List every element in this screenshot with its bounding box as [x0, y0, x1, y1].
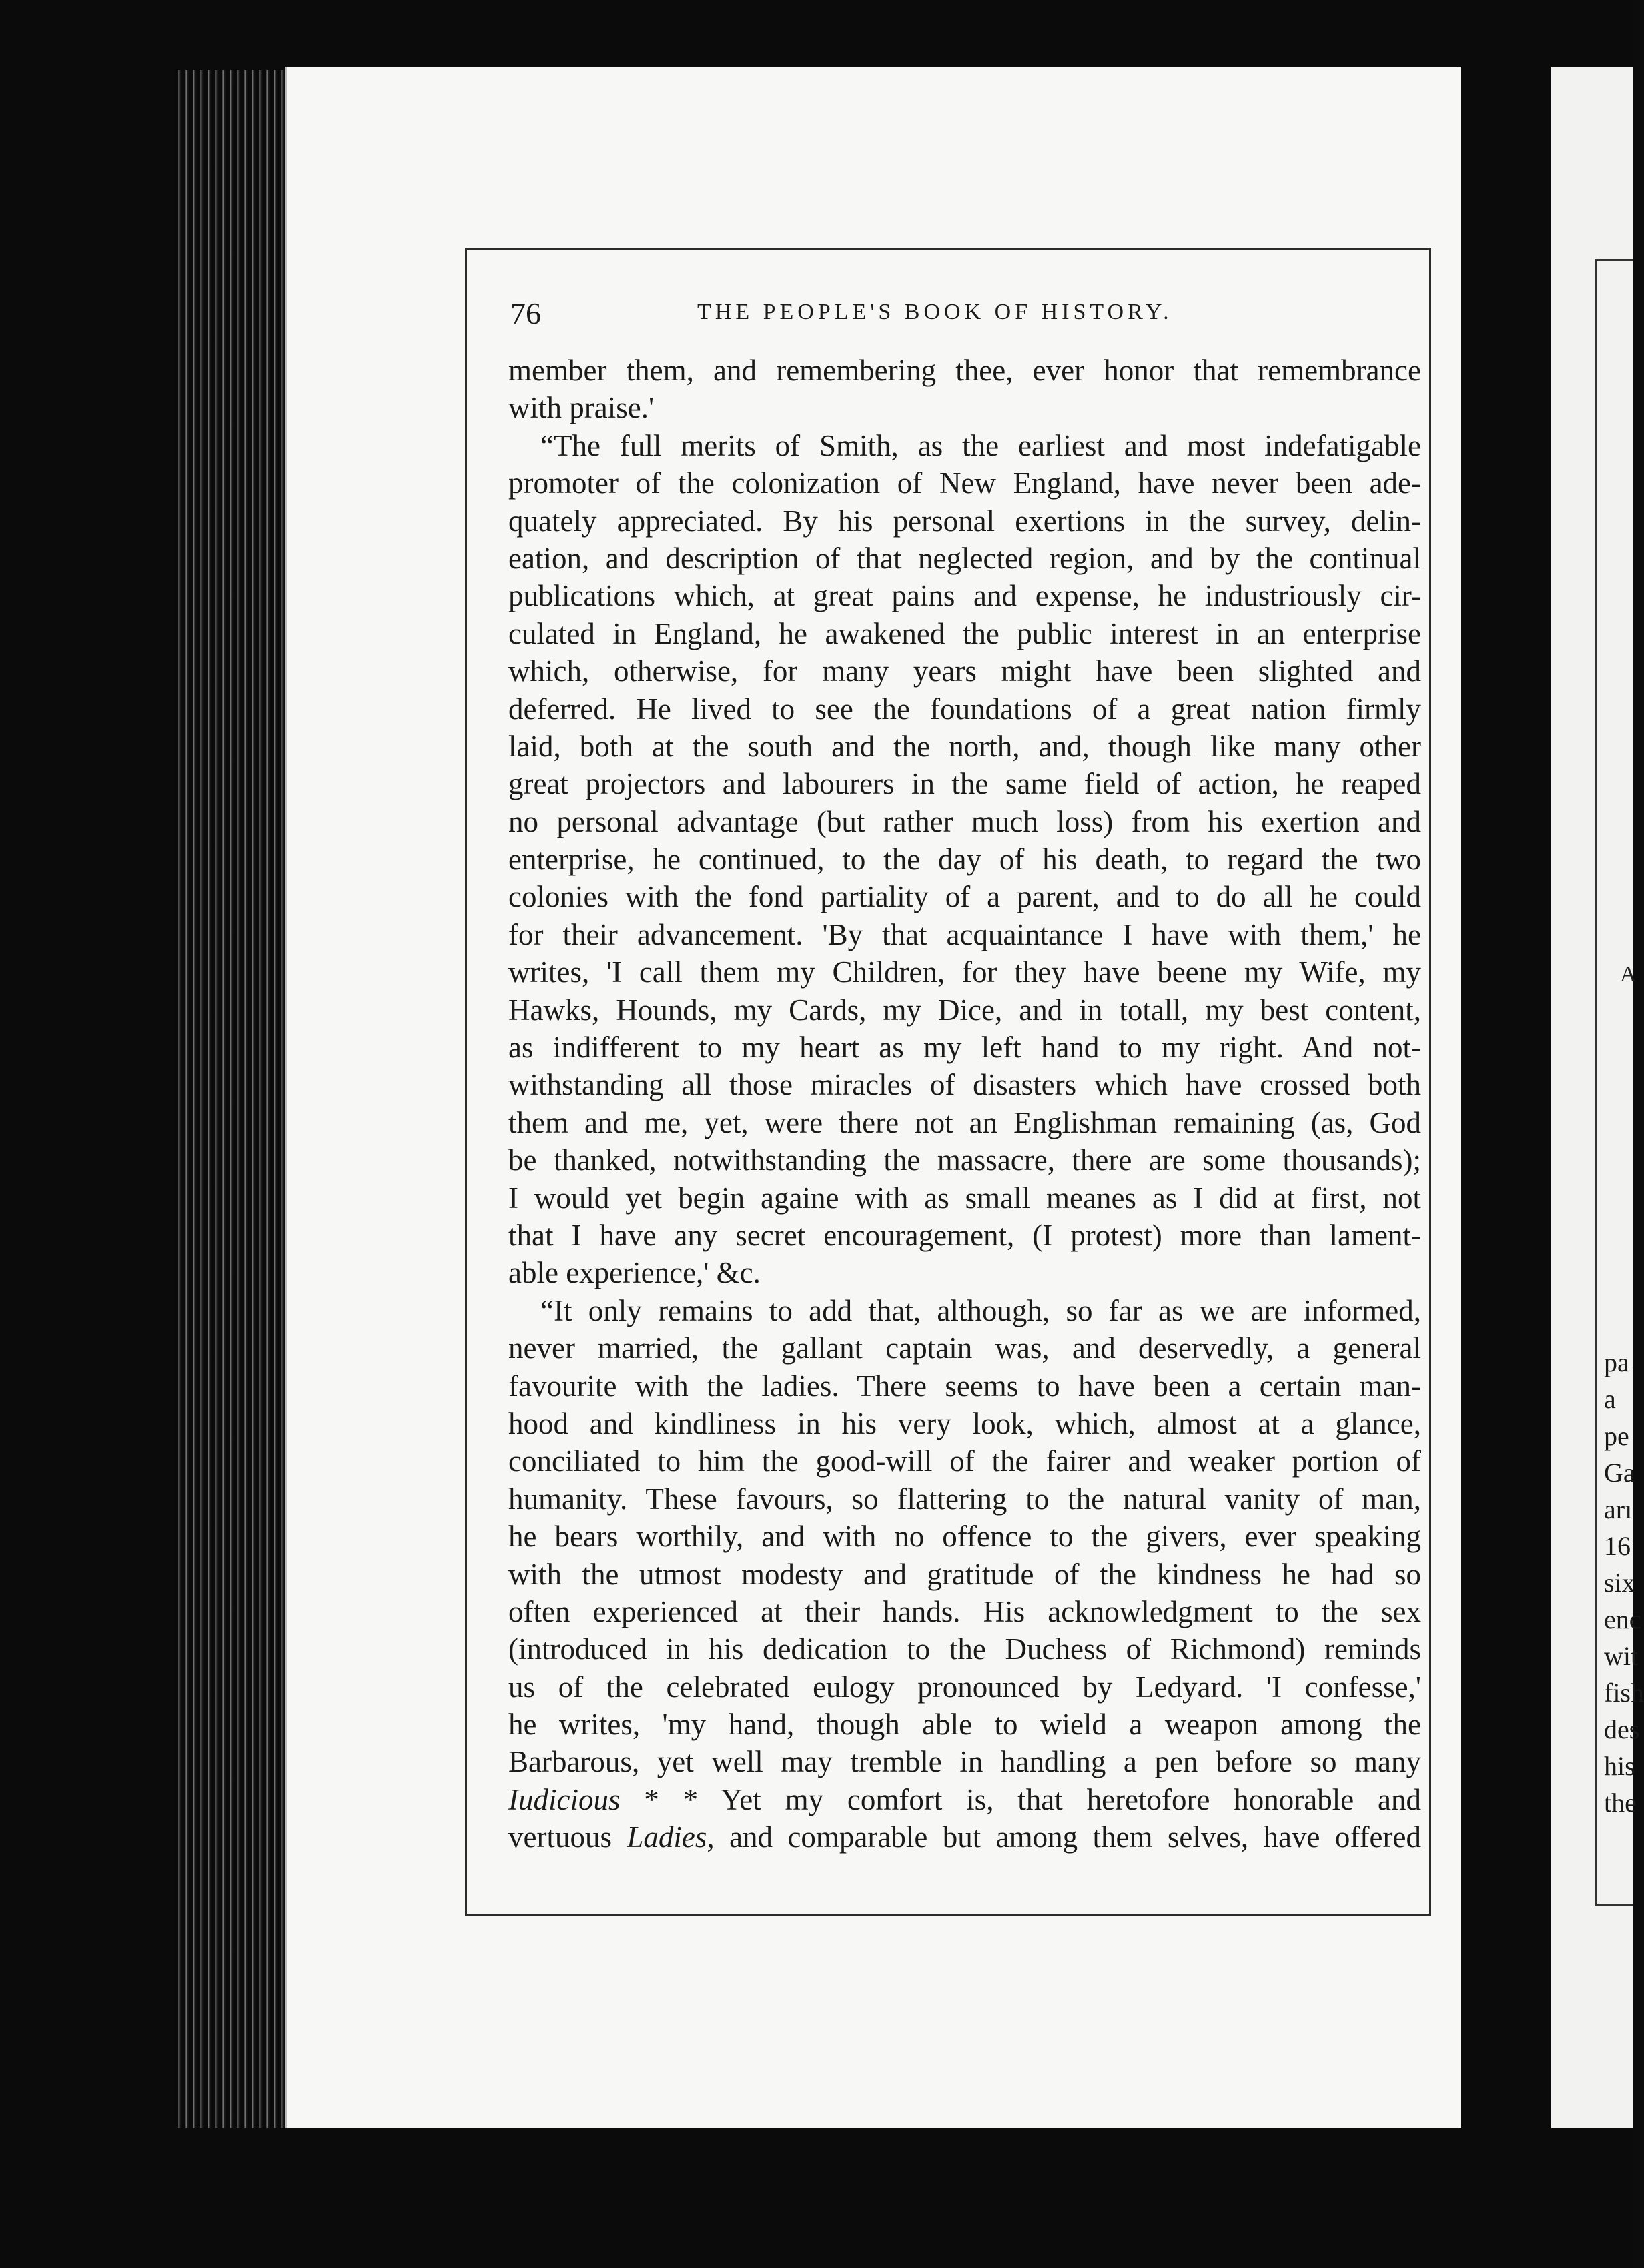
text-line: hood and kindliness in his very look, which, almost at a glance,	[508, 1406, 1421, 1440]
text-line: member them, and remembering thee, ever honor that remembrance	[508, 354, 1421, 387]
text-line: “The full merits of Smith, as the earliest and most indefatigable	[540, 428, 1421, 462]
facing-fragment: six	[1604, 1568, 1635, 1598]
facing-fragment: wit	[1604, 1641, 1639, 1671]
text-line: laid, both at the south and the north, and, though like many other	[508, 729, 1421, 763]
facing-fragment: 16	[1604, 1531, 1631, 1561]
text-line: which, otherwise, for many years might have been slighted and	[508, 654, 1421, 688]
text-line: withstanding all those miracles of disasters which have crossed both	[508, 1068, 1421, 1102]
text-line: (introduced in his dedication to the Duchess of Richmond) reminds	[508, 1632, 1421, 1666]
text-line: often experienced at their hands. His acknowledgment to the sex	[508, 1594, 1421, 1628]
text-line: us of the celebrated eulogy pronounced by Ledyard. 'I confesse,'	[508, 1670, 1421, 1704]
text-run: * * Yet my comfort is, that heretofore honorable and	[620, 1782, 1421, 1816]
text-line: he writes, 'my hand, though able to wield a weapon among the	[508, 1708, 1421, 1742]
italic-word: Iudicious	[508, 1782, 621, 1816]
running-head	[510, 296, 1418, 334]
text-line	[508, 1818, 1421, 1856]
facing-page-mark: A	[1620, 962, 1637, 987]
facing-fragment: fish	[1604, 1678, 1644, 1708]
text-line: favourite with the ladies. There seems to have been a certain man-	[508, 1369, 1421, 1403]
running-title: THE PEOPLE'S BOOK OF HISTORY.	[697, 300, 1173, 324]
text-line: great projectors and labourers in the same field of action, he reaped	[508, 767, 1421, 801]
text-line: never married, the gallant captain was, and deservedly, a general	[508, 1331, 1421, 1365]
text-line: writes, 'I call them my Children, for they have beene my Wife, my	[508, 955, 1421, 989]
facing-fragment: pa	[1604, 1347, 1629, 1377]
text-line: eation, and description of that neglected region, and by the continual	[508, 541, 1421, 575]
text-line: colonies with the fond partiality of a parent, and to do all he could	[508, 880, 1421, 914]
text-line: deferred. He lived to see the foundations of a great nation firmly	[508, 692, 1421, 726]
text-run: vertuous	[508, 1820, 627, 1854]
facing-page-fragments	[1604, 1344, 1644, 1821]
text-line: he bears worthily, and with no offence to the givers, ever speaking	[508, 1520, 1421, 1554]
text-line: Hawks, Hounds, my Cards, my Dice, and in totall, my best content,	[508, 993, 1421, 1027]
facing-fragment: the	[1604, 1788, 1637, 1818]
facing-fragment: his	[1604, 1751, 1635, 1781]
text-line: as indifferent to my heart as my left hand to my right. And not-	[508, 1031, 1421, 1065]
text-line: I would yet begin againe with as small meanes as I did at first, not	[508, 1181, 1421, 1215]
facing-fragment: pe	[1604, 1421, 1629, 1451]
text-line: with praise.'	[508, 391, 655, 425]
text-line	[508, 1781, 1421, 1818]
text-line: quately appreciated. By his personal exertions in the survey, delin-	[508, 504, 1421, 538]
text-line: publications which, at great pains and expense, he industriously cir-	[508, 579, 1421, 613]
text-line: culated in England, he awakened the public interest in an enterprise	[508, 616, 1421, 650]
text-line: conciliated to him the good-will of the fairer and weaker portion of	[508, 1444, 1421, 1478]
text-run: , and comparable but among them selves, have offered	[707, 1820, 1421, 1854]
facing-fragment: des	[1604, 1714, 1640, 1744]
text-line: enterprise, he continued, to the day of his death, to regard the two	[508, 842, 1421, 877]
body-text	[508, 352, 1421, 1856]
text-line: Barbarous, yet well may tremble in handling a pen before so many	[508, 1745, 1421, 1779]
text-line: that I have any secret encouragement, (I protest) more than lament-	[508, 1218, 1421, 1252]
page-number: 76	[510, 296, 541, 330]
text-line: “It only remains to add that, although, so far as we are informed,	[540, 1293, 1421, 1327]
facing-fragment: a	[1604, 1384, 1616, 1414]
text-line: humanity. These favours, so flattering to the natural vanity of man,	[508, 1482, 1421, 1516]
text-line: be thanked, notwithstanding the massacre, there are some thousands);	[508, 1143, 1421, 1177]
facing-fragment: arı	[1604, 1494, 1633, 1524]
text-line: them and me, yet, were there not an Englishman remaining (as, God	[508, 1105, 1421, 1139]
text-line: able experience,' &c.	[508, 1256, 761, 1290]
text-line: no personal advantage (but rather much loss) from his exertion and	[508, 804, 1421, 838]
facing-fragment: Ga	[1604, 1458, 1635, 1488]
book-page-edges	[175, 70, 287, 2128]
text-line: promoter of the colonization of New England, have never been ade-	[508, 466, 1421, 500]
facing-fragment: enc	[1604, 1604, 1641, 1634]
text-line: with the utmost modesty and gratitude of the kindness he had so	[508, 1557, 1421, 1591]
text-line: for their advancement. 'By that acquaintance I have with them,' he	[508, 917, 1421, 951]
italic-word: Ladies	[627, 1820, 707, 1854]
